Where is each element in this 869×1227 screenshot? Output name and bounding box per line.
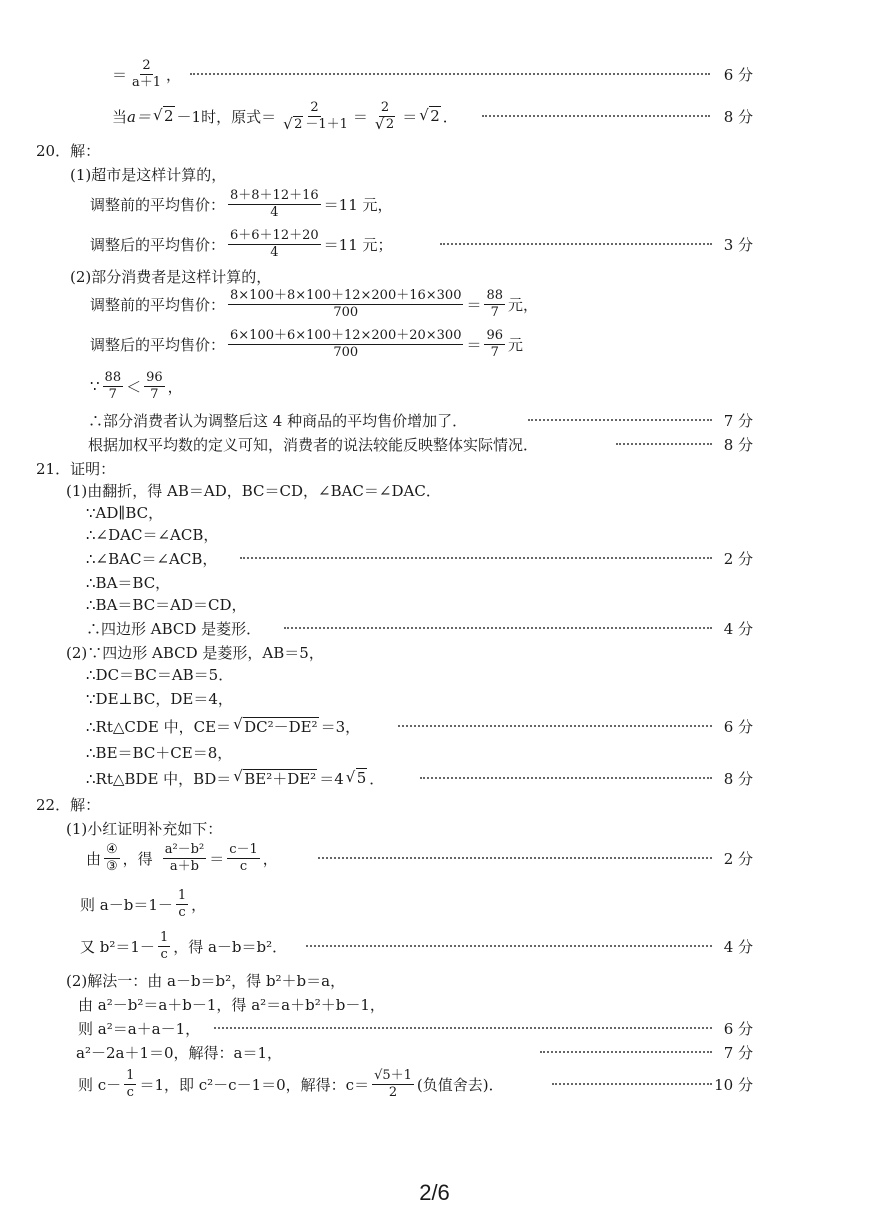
- text: ，: [262, 849, 278, 868]
- q21-l12: [0, 740, 869, 764]
- sqrt: [346, 769, 368, 787]
- numerator: 2: [310, 99, 319, 115]
- q21-l6: [0, 592, 869, 616]
- text: ．: [369, 769, 385, 788]
- fraction: [130, 59, 163, 89]
- equals: ＝: [402, 107, 418, 126]
- text: －1＋1: [305, 116, 348, 132]
- text: ＝4: [319, 769, 344, 788]
- numerator: 6＋6＋12＋20: [230, 227, 319, 243]
- sqrt: [419, 107, 441, 125]
- fraction: [124, 1069, 136, 1099]
- fraction: [104, 843, 120, 873]
- text: 调整后的平均售价：: [90, 335, 226, 354]
- q22-l1: [0, 816, 869, 840]
- denominator: c: [160, 946, 168, 962]
- text: (1)由翻折，得 AB＝AD，BC＝CD，∠BAC＝∠DAC．: [66, 481, 441, 500]
- denominator: 4: [270, 244, 279, 260]
- q21-l11: [0, 714, 869, 738]
- q19-line-1: [0, 57, 869, 90]
- fraction: [372, 1069, 414, 1099]
- q21-l7: [0, 616, 869, 640]
- q20-concl1: [0, 408, 869, 432]
- q22-l6: [0, 992, 869, 1016]
- question-number: 20．解：: [36, 141, 101, 160]
- radicand: 5: [356, 769, 367, 787]
- score: 6 分: [723, 1019, 753, 1038]
- text: 由: [86, 849, 102, 868]
- q22-l5: [0, 968, 869, 992]
- q20-after: [0, 227, 869, 260]
- equals: ＝: [112, 65, 128, 84]
- q21-l5: [0, 570, 869, 594]
- text: 调整前的平均售价：: [90, 295, 226, 314]
- q21-l2: [0, 500, 869, 524]
- text: ∴BA＝BC，: [86, 573, 171, 592]
- text: ∴DC＝BC＝AB＝5．: [86, 665, 234, 684]
- numerator: 1: [177, 887, 187, 903]
- text: ＝11 元；: [323, 235, 393, 254]
- q21-l10: [0, 686, 869, 710]
- radicand: 2: [294, 116, 303, 132]
- denominator: a＋b: [169, 858, 199, 874]
- score: 2 分: [723, 549, 753, 568]
- q21-l13: [0, 766, 869, 790]
- fraction: [484, 289, 505, 319]
- q22-l4: [0, 929, 869, 962]
- denominator: 700: [333, 344, 359, 360]
- radicand: BE²＋DE²: [244, 769, 317, 788]
- numerator: 88: [104, 369, 122, 385]
- fraction: [144, 371, 165, 401]
- numerator: ④: [106, 841, 118, 857]
- q22-l7: [0, 1016, 869, 1040]
- fraction: [103, 371, 124, 401]
- denominator: 7: [150, 386, 159, 402]
- numerator: 88: [486, 287, 504, 303]
- text: ，: [167, 377, 183, 396]
- text: 根据加权平均数的定义可知，消费者的说法较能反映整体实际情况．: [88, 435, 539, 454]
- q21-l3: [0, 522, 869, 546]
- text: 又 b²＝1－: [80, 937, 155, 956]
- q20-concl2: [0, 432, 869, 456]
- denominator: c: [239, 858, 248, 874]
- sqrt: [233, 716, 319, 737]
- text: 元，: [508, 295, 539, 314]
- denominator: c: [126, 1084, 134, 1100]
- fraction: [484, 329, 505, 359]
- text: (1)小红证明补充如下：: [66, 819, 223, 838]
- fraction: [163, 843, 207, 873]
- q20-p1: [0, 162, 869, 186]
- score: 8 分: [723, 107, 753, 126]
- numerator: 6×100＋6×100＋12×200＋20×300: [230, 327, 462, 343]
- score: 10 分: [714, 1075, 753, 1094]
- radicand: 2: [430, 107, 440, 125]
- q21-l1: [0, 478, 869, 502]
- text: 调整前的平均售价：: [90, 195, 226, 214]
- denominator: 7: [490, 304, 499, 320]
- text: ＝1，即 c²－c－1＝0，解得：c＝: [139, 1075, 370, 1094]
- text: ＝3，: [320, 717, 361, 736]
- text: (负值舍去)．: [416, 1075, 504, 1094]
- text: 当: [112, 107, 128, 126]
- score: 6 分: [723, 65, 753, 84]
- denominator: 4: [270, 204, 279, 220]
- fraction: [228, 289, 463, 319]
- q19-line-2: [0, 99, 869, 132]
- numerator: 2: [380, 99, 390, 115]
- denominator: 7: [108, 386, 117, 402]
- text: 元: [508, 335, 524, 354]
- text: ∴Rt△CDE 中，CE＝: [86, 717, 232, 736]
- equals: ＝: [466, 295, 482, 314]
- radicand: DC²－DE²: [244, 717, 318, 736]
- text: ∵: [90, 377, 100, 395]
- text: ．: [442, 107, 458, 126]
- numerator: 96: [146, 369, 163, 385]
- numerator: 1: [126, 1067, 135, 1083]
- q22-heading: [0, 792, 869, 816]
- fraction: [176, 889, 188, 919]
- score: 8 分: [723, 769, 753, 788]
- score: 2 分: [723, 849, 753, 868]
- score: 4 分: [723, 619, 753, 638]
- fraction: [228, 329, 463, 359]
- denominator: [371, 117, 399, 132]
- text: ∴BA＝BC＝AD＝CD，: [86, 595, 247, 614]
- numerator: 8×100＋8×100＋12×200＋16×300: [230, 287, 462, 303]
- numerator: 96: [486, 327, 504, 343]
- text: (2)∵四边形 ABCD 是菱形，AB＝5，: [66, 643, 324, 662]
- text: －1: [176, 107, 202, 126]
- q22-l3: [0, 887, 869, 920]
- q21-l9: [0, 662, 869, 686]
- score: 3 分: [723, 235, 753, 254]
- denominator: a＋1: [132, 74, 162, 90]
- text: 则 a²＝a＋a－1，: [78, 1019, 201, 1038]
- q22-l2: [0, 841, 869, 874]
- text: 时，原式＝: [201, 107, 277, 126]
- q22-l8: [0, 1040, 869, 1064]
- denominator: ③: [106, 858, 118, 874]
- equals: ＝: [466, 335, 482, 354]
- sqrt: [233, 768, 317, 789]
- text: (2)解法一：由 a－b＝b²，得 b²＋b＝a，: [66, 971, 346, 990]
- denominator: 2: [388, 1084, 398, 1100]
- text: ，得 a－b＝b²．: [173, 937, 288, 956]
- question-number: 21．证明：: [36, 459, 116, 478]
- text: ＜: [126, 377, 142, 396]
- text: (2)部分消费者是这样计算的，: [70, 267, 272, 286]
- numerator: 2: [142, 57, 151, 73]
- text: 调整后的平均售价：: [90, 235, 226, 254]
- score: 6 分: [723, 717, 753, 736]
- q21-l4: [0, 546, 869, 570]
- fraction: [228, 189, 321, 219]
- q20-since: [0, 369, 869, 402]
- text: ∴∠BAC＝∠ACB，: [86, 549, 218, 568]
- text: ∴∠DAC＝∠ACB，: [86, 525, 219, 544]
- q20-before: [0, 187, 869, 220]
- text: (1)超市是这样计算的，: [70, 165, 227, 184]
- numerator: √5＋1: [374, 1067, 412, 1083]
- fraction: [228, 229, 321, 259]
- text: 则 c－: [78, 1075, 122, 1094]
- text: ∴四边形 ABCD 是菱形．: [86, 619, 262, 638]
- denominator: 7: [490, 344, 499, 360]
- question-number: 22．解：: [36, 795, 101, 814]
- sqrt: [153, 107, 175, 125]
- text: ∵AD∥BC，: [86, 503, 164, 522]
- q20-heading: [0, 138, 869, 162]
- equals: ＝: [209, 849, 225, 868]
- numerator: a²－b²: [164, 841, 205, 857]
- q20-wafter: [0, 327, 869, 360]
- radicand: 2: [385, 116, 395, 132]
- denominator: 700: [333, 304, 359, 320]
- page-number: 2/6: [419, 1180, 450, 1205]
- score: 7 分: [723, 1043, 753, 1062]
- score: 7 分: [723, 411, 753, 430]
- text: ∴BE＝BC＋CE＝8，: [86, 743, 233, 762]
- text: 则 a－b＝1－: [80, 895, 173, 914]
- text: ，得: [122, 849, 153, 868]
- text: ∵DE⊥BC，DE＝4，: [86, 689, 233, 708]
- q21-l8: [0, 640, 869, 664]
- text: 由 a²－b²＝a＋b－1，得 a²＝a＋b²＋b－1，: [78, 995, 385, 1014]
- text: ∴部分消费者认为调整后这 4 种商品的平均售价增加了．: [88, 411, 468, 430]
- fraction: [227, 843, 260, 873]
- denominator: c: [178, 904, 186, 920]
- q21-heading: [0, 456, 869, 480]
- text: ，: [191, 895, 207, 914]
- numerator: c－1: [229, 841, 258, 857]
- fraction: [279, 101, 350, 131]
- numerator: 8＋8＋12＋16: [230, 187, 319, 203]
- fraction: [158, 931, 170, 961]
- fraction: [371, 101, 399, 131]
- text: ，: [166, 65, 182, 84]
- denominator: [279, 117, 350, 132]
- q20-p2: [0, 264, 869, 288]
- score: 8 分: [723, 435, 753, 454]
- text: a²－2a＋1＝0，解得：a＝1，: [76, 1043, 283, 1062]
- numerator: 1: [159, 929, 169, 945]
- score: 4 分: [723, 937, 753, 956]
- math-text: a＝: [127, 107, 151, 126]
- equals: ＝: [352, 107, 368, 126]
- q20-wbefore: [0, 287, 869, 320]
- text: ∴Rt△BDE 中，BD＝: [86, 769, 232, 788]
- text: ＝11 元，: [323, 195, 393, 214]
- q22-l9: [0, 1067, 869, 1100]
- radicand: 2: [163, 107, 174, 125]
